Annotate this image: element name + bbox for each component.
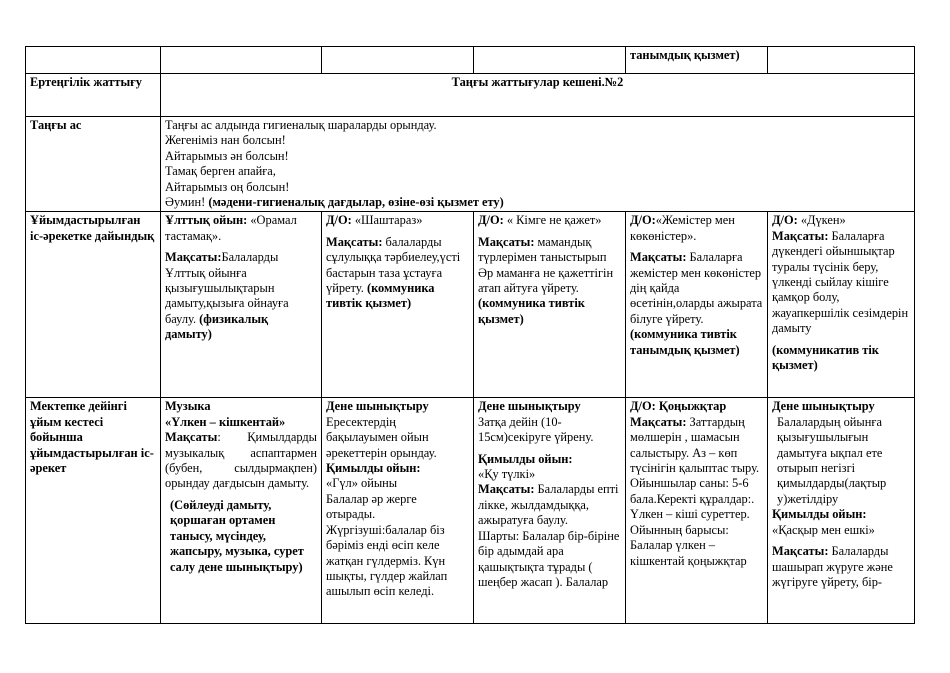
breakfast-content <box>161 117 915 212</box>
cell-empty <box>161 47 322 74</box>
morning-exercise-row <box>26 74 915 117</box>
schedule-mon <box>161 398 322 624</box>
cell-empty <box>768 47 915 74</box>
prep-thu-tag: (коммуника тивтік танымдық қызмет) <box>630 327 740 357</box>
prep-wed-goal: мамандық түрлерімен таныстырып Әр маманға не қажеттігін атап айтуға үйрету. <box>478 234 614 296</box>
prep-tue-goal-label: Мақсаты: <box>326 234 383 249</box>
schedule-row <box>26 398 915 624</box>
prep-wed <box>474 212 626 398</box>
breakfast-last-plain: Әумин! <box>165 195 206 210</box>
prep-fri-title-rest: «Дүкен» <box>797 213 846 228</box>
schedule-wed <box>474 398 626 624</box>
breakfast-line: Жегеніміз нан болсын! <box>165 133 286 148</box>
schedule-thu-goal-label: Мақсаты: <box>630 414 687 429</box>
schedule-mon-goal: : Қимылдарды музыкалық аспаптармен (бубен, сылдырмақпен) орындау дағдысын дамыту. <box>165 430 317 491</box>
schedule-fri-goal-label: Мақсаты: <box>772 544 829 559</box>
prep-thu <box>626 212 768 398</box>
breakfast-row <box>26 117 915 212</box>
prep-wed-title: Д/О: <box>478 213 504 228</box>
prep-mon-title-rest: «Орамал тастамақ». <box>165 213 297 243</box>
schedule-mon-tag: (Сөйлеуді дамыту, қоршаған ортамен танысу, мүсіндеу, жапсыру, музыка, сурет салу дене шынықтыру) <box>170 497 304 574</box>
prep-row <box>26 212 915 398</box>
schedule-wed-game-label: Қимылды ойын: <box>478 451 573 466</box>
prep-tue <box>322 212 474 398</box>
schedule-wed-goal: Балаларды епті лікке, жылдамдыққа, ажыратуға баулу. <box>478 482 619 528</box>
prep-thu-title: Д/О: <box>630 213 656 228</box>
schedule-tue-body: Балалар әр жерге отырады. Жүргізуші:балалар біз бәріміз енді өсіп келе жатқан гүлдерміз. Күн шықты, гүлдер жайлап ашылып өсіп келеді. <box>326 491 448 599</box>
schedule-thu-goal: Заттардың мөлшерін , шамасын салыстыру. Аз – көп түсінігін қалыптас тыру. Ойыншылар саны: 5-6 бала.Керекті құралдар:. Үлкен – кіші суреттер. Ойынның барысы: Балалар үлкен – кішкентай қоңыжқтар <box>630 414 760 568</box>
schedule-fri-title: Дене шынықтыру <box>772 399 875 414</box>
prep-thu-goal: Балаларға жемістер мен көкөністер дің қайда өсетінін,оларды ажырата білуге үйрету. <box>630 250 763 326</box>
prep-fri-title: Д/О: <box>772 213 798 228</box>
schedule-wed-goal-label: Мақсаты: <box>478 482 535 497</box>
top-row <box>26 47 915 74</box>
schedule-tue-text: Ересектердің бақылауымен ойын әрекеттерін орындау. <box>326 414 437 460</box>
schedule-fri-game: «Қасқыр мен ешкі» <box>772 522 875 537</box>
prep-wed-goal-label: Мақсаты: <box>478 234 535 249</box>
prep-tue-tag: (коммуника тивтік қызмет) <box>326 281 435 311</box>
schedule-tue-game-label: Қимылды ойын: <box>326 461 421 476</box>
breakfast-line-last <box>165 195 910 210</box>
morning-exercise-label: Ертеңгілік жаттығу <box>26 74 161 117</box>
prep-fri-tag: (коммуникатив тік қызмет) <box>772 342 879 373</box>
breakfast-line: Айтарымыз оң болсын! <box>165 179 290 194</box>
prep-mon <box>161 212 322 398</box>
schedule-fri-goal: Балаларды шашырап жүруге және жүгіруге үйрету, бір- <box>772 544 893 589</box>
schedule-fri <box>768 398 915 624</box>
cell-empty <box>474 47 626 74</box>
prep-tue-title-rest: «Шаштараз» <box>351 213 423 228</box>
prep-thu-title-rest: «Жемістер мен көкөністер». <box>630 213 735 243</box>
schedule-tue-title: Дене шынықтыру <box>326 399 429 414</box>
prep-mon-title: Ұлттық ойын: <box>165 213 248 228</box>
schedule-thu <box>626 398 768 624</box>
schedule-wed-text: Затқа дейін (10-15см)секіруге үйрену. <box>478 414 594 445</box>
cell-empty <box>322 47 474 74</box>
breakfast-last-bold: (мәдени-гигиеналық дағдылар, өзіне-өзі қызмет ету) <box>208 195 504 210</box>
prep-tue-title: Д/О: <box>326 213 352 228</box>
plan-table <box>25 46 915 624</box>
schedule-wed-body: Шарты: Балалар бір-біріне бір адымдай ара қашықтықта тұрады ( шеңбер жасап ). Балалар <box>478 528 620 589</box>
breakfast-line: Тамақ берген апайға, <box>165 164 276 179</box>
breakfast-line: Айтарымыз ән болсын! <box>165 148 289 163</box>
schedule-fri-game-label: Қимылды ойын: <box>772 507 867 522</box>
schedule-tue-game: «Гүл» ойыны <box>326 476 398 491</box>
schedule-thu-title: Д/О: Қоңыжқтар <box>630 399 727 414</box>
prep-thu-goal-label: Мақсаты: <box>630 250 687 265</box>
breakfast-line: Таңғы ас алдында гигиеналық шараларды орындау. <box>165 118 437 132</box>
prep-label: Ұйымдастырылған іс-әрекетке дайындық <box>26 212 161 398</box>
prep-mon-goal-label: Мақсаты: <box>165 250 222 265</box>
prep-wed-title-rest: « Кімге не қажет» <box>503 213 602 228</box>
prep-fri-goal: Балаларға дүкендегі ойыншықтар туралы түсінік беру, үлкенді сыйлау кішіге қамқор болу, жауапкершілік сезімдерін дамыту <box>772 228 909 336</box>
cell-row0-col5: танымдық қызмет) <box>626 47 768 74</box>
schedule-wed-title: Дене шынықтыру <box>478 399 581 414</box>
schedule-mon-goal-label: Мақсаты <box>165 430 218 445</box>
prep-mon-tag: (физикалық дамыту) <box>165 311 269 342</box>
schedule-label: Мектепке дейінгі ұйым кестесі бойынша ұйымдастырылған іс-әрекет <box>26 398 161 624</box>
schedule-mon-subtitle: «Үлкен – кішкентай» <box>165 414 286 429</box>
prep-fri-goal-label: Мақсаты: <box>772 228 829 243</box>
morning-exercise-value: Таңғы жаттығулар кешені.№2 <box>161 74 915 117</box>
prep-tue-goal: балаларды сұлулыққа тәрбиелеу,үсті бастарын таза ұстауға үйрету. <box>326 234 461 296</box>
schedule-wed-game: «Қу түлкі» <box>478 467 536 482</box>
schedule-fri-text: Балалардың ойынға қызығушылығын дамытуға ықпал ете отырып негізгі қимылдарды(лақтыр у)жетілдіру <box>777 414 887 506</box>
schedule-mon-title: Музыка <box>165 399 211 414</box>
cell-empty <box>26 47 161 74</box>
prep-wed-tag: (коммуника тивтік қызмет) <box>478 296 585 326</box>
breakfast-label: Таңғы ас <box>26 117 161 212</box>
prep-mon-goal: Балаларды Ұлттық ойынға қызығушылықтарын дамыту,қызыға ойнауға баулу. <box>165 250 289 326</box>
prep-fri <box>768 212 915 398</box>
schedule-tue <box>322 398 474 624</box>
